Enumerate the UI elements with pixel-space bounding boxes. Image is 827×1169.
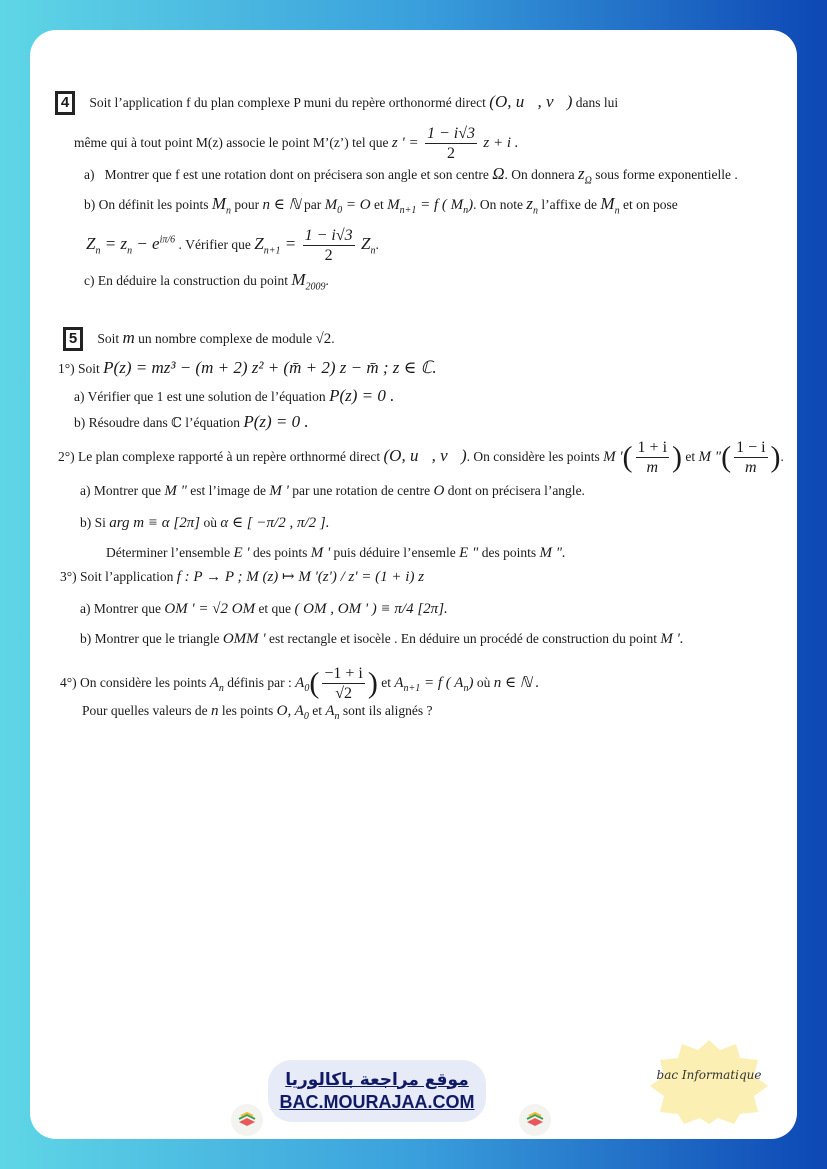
ex4-question-a: a) Montrer que f est une rotation dont on précisera son angle et son centre Ω. On donnera $z_\Omega$ sous forme exponentielle . (84, 164, 738, 187)
ex4-question-b: b) On définit les points $M_n$ pour n ∈ ℕ par $M_0 = O$ et $M_{n+1} = f$ ( $M_n$). On note $z_n$ l’affixe de $M_n$ et on pose (84, 194, 678, 217)
book-logo-left-icon (231, 1104, 263, 1136)
ex4-line2: même qui à tout point M(z) associe le point M’(z’) tel que z ' = $\frac{1 - i√3}{2}$ z + i . (74, 125, 519, 163)
ex5-q2: 2°) Le plan complexe rapporté à un repère orthnormé direct (O, u⃗, v⃗). On considère les points M '( $\frac{1 + i}{m}$ ) et M "( $\frac{1 - i}{m}$ ). (58, 439, 784, 477)
site-name-arabic[interactable]: موقع مراجعة باكالوريا (285, 1069, 469, 1090)
fraction: $\frac{1 - i√3}{2}$ (426, 125, 475, 163)
ex5-q3: 3°) Soit l’application f : P → P ; M (z) ↦ M '(z') / z' = (1 + i) z (60, 569, 425, 585)
fraction: $\frac{1 - i√3}{2}$ (304, 227, 353, 265)
ex5-intro: 5 Soit m un nombre complexe de module √2. (64, 328, 335, 350)
ex5-q2a: a) Montrer que M " est l’image de M ' par une rotation de centre O dont on précisera l’angle. (80, 483, 585, 499)
ex5-q1a: a) Vérifier que 1 est une solution de l’équation P(z) = 0 . (74, 386, 395, 405)
exercise-number-4: 4 (56, 92, 74, 114)
document-page (30, 30, 797, 1139)
ex5-q2b: b) Si arg m ≡ α [2π] où α ∈ [ −π/2 , π/2 ]. (80, 515, 330, 531)
ex4-question-c: c) En déduire la construction du point $M_{2009}$. (84, 270, 329, 293)
book-logo-right-icon (519, 1104, 551, 1136)
site-url[interactable]: BAC.MOURAJAA.COM (279, 1091, 475, 1112)
ex4-line1: 4 Soit l’application f du plan complexe P muni du repère orthonormé direct (O, u⃗, v⃗) dans lui (56, 92, 618, 114)
ex5-q3a: a) Montrer que OM ' = √2 OM et que ( OM , OM ' ) ≡ π/4 [2π]. (80, 601, 448, 617)
exercise-number-5: 5 (64, 328, 82, 350)
ex5-q3b: b) Montrer que le triangle OMM ' est rectangle et isocèle . En déduire un procédé de construction du point M '. (80, 631, 684, 647)
site-link[interactable] (268, 1060, 486, 1122)
ex5-q2c: Déterminer l’ensemble E ' des points M ' puis déduire l’ensemle E " des points M ". (106, 545, 566, 561)
ex5-q5: Pour quelles valeurs de n les points O, $A_0$ et $A_n$ sont ils alignés ? (82, 703, 433, 722)
bac-informatique-badge: bac Informatique (648, 1038, 770, 1124)
ex5-q1b: b) Résoudre dans ℂ l’équation P(z) = 0 . (74, 412, 309, 431)
ex4-definition-Zn: $Z_n = z_n - e^{i\pi/6}$ . Vérifier que $Z_{n+1}$ = $\frac{1 - i√3}{2}$ $Z_n$. (86, 227, 379, 265)
ex5-q1: 1°) Soit P(z) = mz³ − (m + 2) z² + (m̄ + 2) z − m̄ ; z ∈ ℂ. (58, 358, 437, 377)
ex5-q4: 4°) On considère les points $A_n$ définis par : $A_0$( $\frac{-1 + i}{√2}$ ) et $A_{n+1} = f$ ( $A_n$) où n ∈ ℕ . (60, 665, 540, 703)
